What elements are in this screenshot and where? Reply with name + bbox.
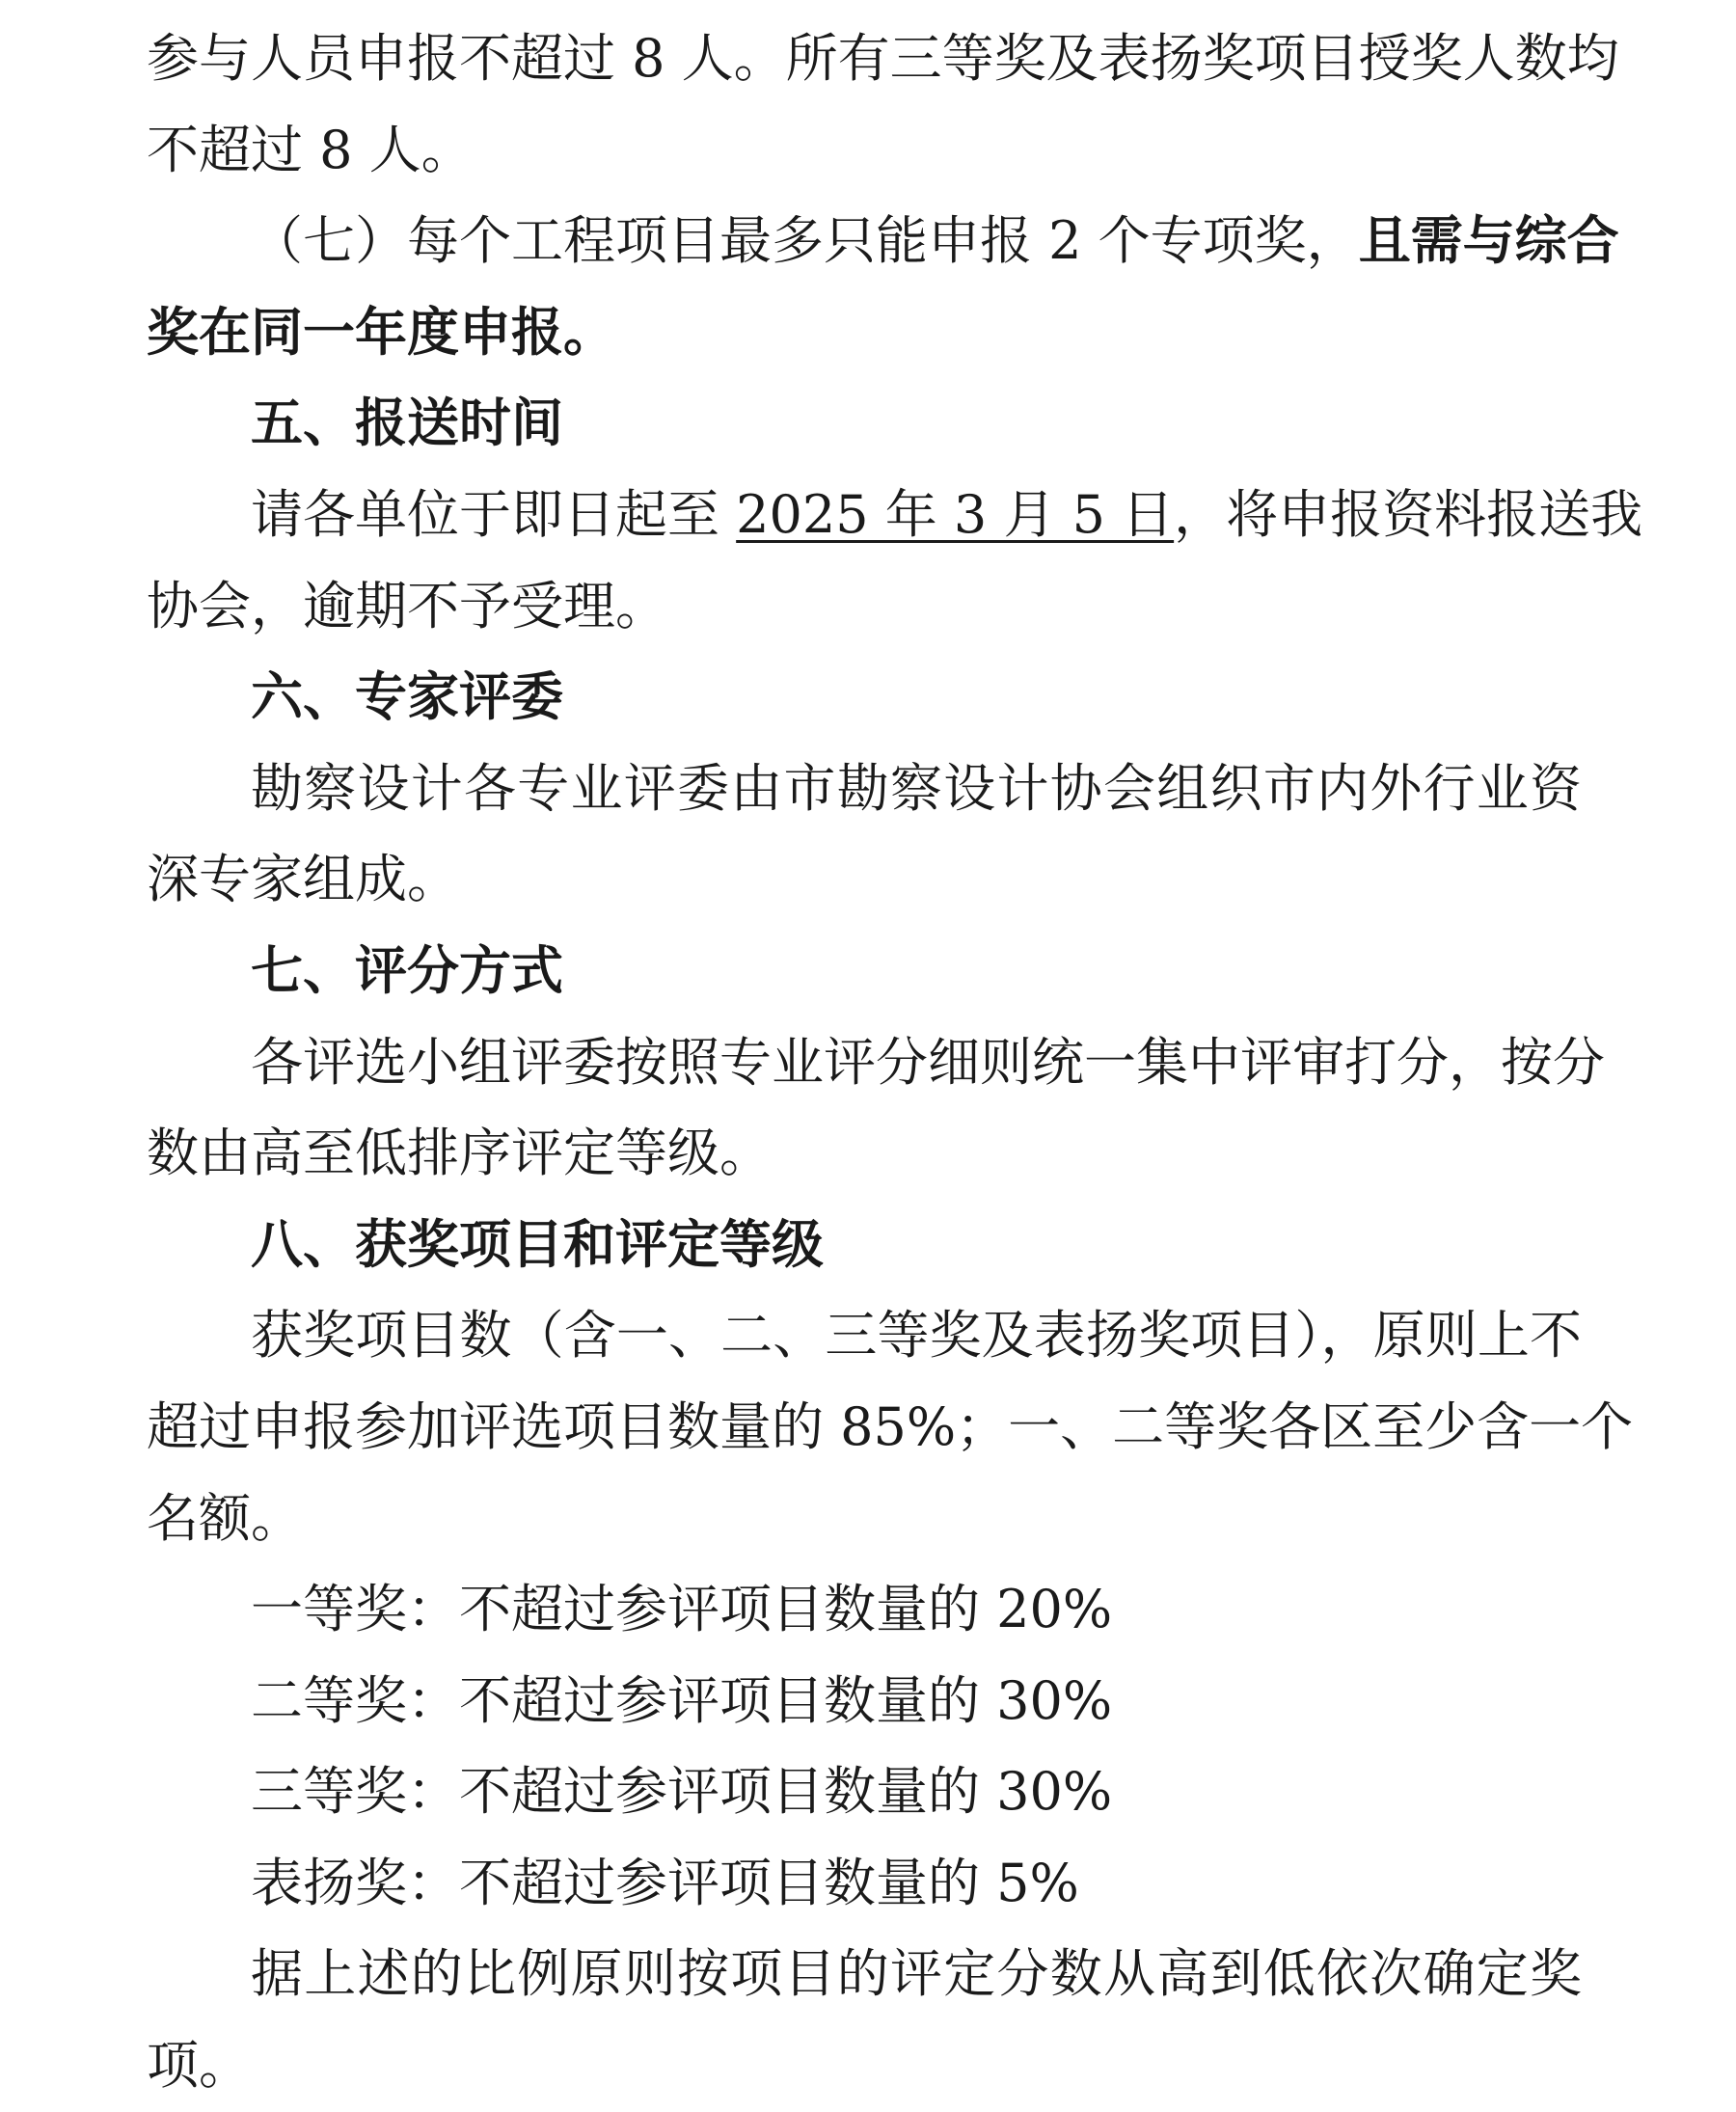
text-normal: （七）每个工程项目最多只能申报 2 个专项奖， — [251, 210, 1359, 272]
paragraph-line: 各评选小组评委按照专业评分细则统一集中评审打分，按分 — [251, 1031, 1605, 1093]
paragraph-line: 据上述的比例原则按项目的评定分数从高到低依次确定奖 — [251, 1943, 1582, 2005]
paragraph-line: 不超过 8 人。 — [147, 119, 474, 180]
section-heading: 五、报送时间 — [251, 393, 563, 454]
award-ratio-line: 三等奖：不超过参评项目数量的 30% — [251, 1761, 1113, 1823]
paragraph-line: 协会，逾期不予受理。 — [147, 575, 667, 636]
text-bold: 且需与综合 — [1358, 210, 1619, 272]
paragraph-line: 项。 — [147, 2035, 251, 2097]
award-ratio-line: 二等奖：不超过参评项目数量的 30% — [251, 1669, 1113, 1731]
award-ratio-line: 一等奖：不超过参评项目数量的 20% — [251, 1579, 1113, 1640]
paragraph-line: 勘察设计各专业评委由市勘察设计协会组织市内外行业资 — [251, 757, 1582, 819]
section-heading: 七、评分方式 — [251, 939, 563, 1001]
text-normal: 请各单位于即日起至 — [251, 483, 737, 545]
section-heading: 八、获奖项目和评定等级 — [251, 1213, 824, 1275]
paragraph-line: 名额。 — [147, 1487, 303, 1549]
section-heading: 六、专家评委 — [251, 666, 563, 728]
paragraph-line — [147, 470, 1643, 561]
paragraph-line: 奖在同一年度申报。 — [147, 301, 615, 363]
paragraph-line: 数由高至低排序评定等级。 — [147, 1123, 772, 1184]
paragraph-line — [147, 196, 1619, 287]
award-ratio-line: 表扬奖：不超过参评项目数量的 5% — [251, 1852, 1079, 1913]
document-page — [147, 14, 1643, 2112]
paragraph-line: 深专家组成。 — [147, 849, 459, 910]
paragraph-line: 参与人员申报不超过 8 人。所有三等奖及表扬奖项目授奖人数均 — [147, 28, 1619, 89]
paragraph-line: 超过申报参加评选项目数量的 85%；一、二等奖各区至少含一个 — [147, 1395, 1634, 1457]
paragraph-line: 获奖项目数（含一、二、三等奖及表扬奖项目），原则上不 — [251, 1305, 1582, 1367]
deadline-date: 2025 年 3 月 5 日 — [736, 483, 1175, 545]
text-normal: ，将申报资料报送我 — [1174, 483, 1643, 545]
